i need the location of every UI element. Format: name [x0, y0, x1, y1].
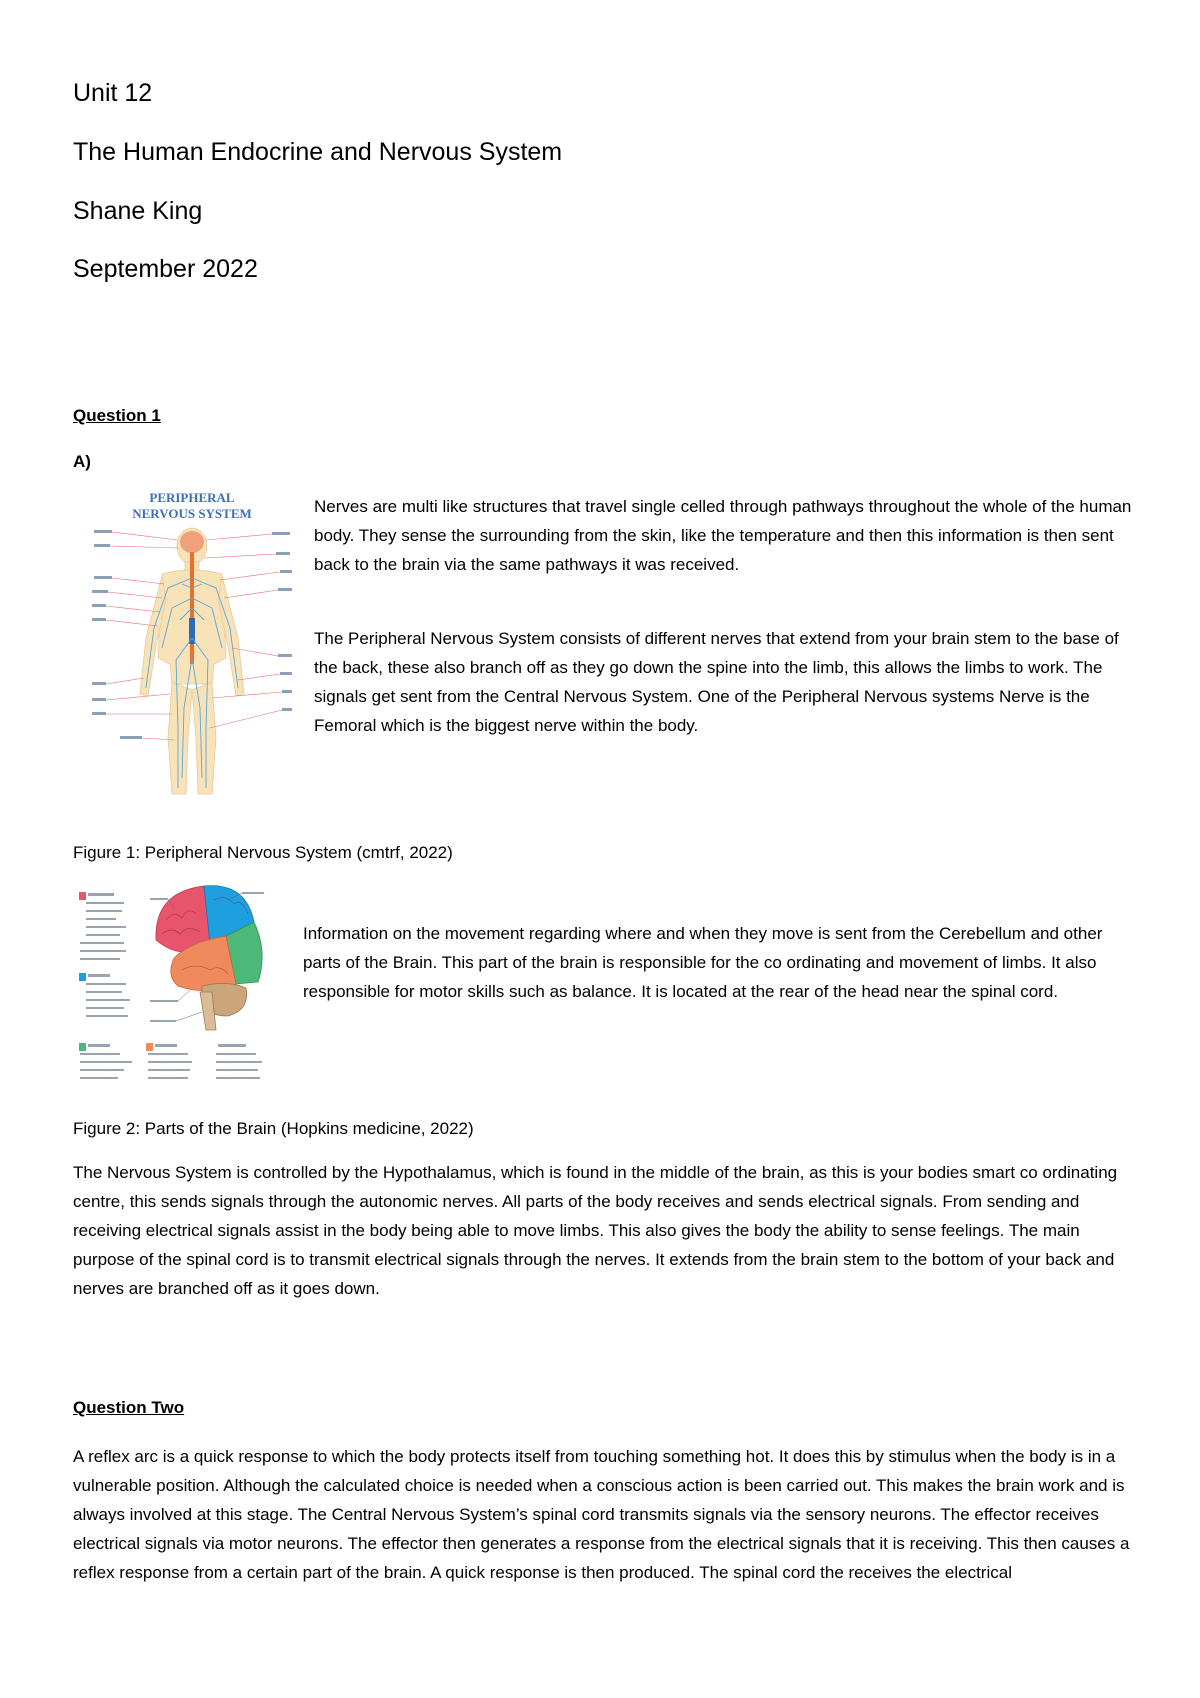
figure-2-caption: Figure 2: Parts of the Brain (Hopkins medicine, 2022)	[73, 1119, 474, 1138]
question-1-paragraph-1: Nerves are multi like structures that travel single celled through pathways throughout the whole of the human body. They sense the surrounding from the skin, like the temperature and then this information is then sent back to the brain via the same pathways it was received.	[314, 497, 1132, 574]
peripheral-nervous-system-figure	[92, 488, 292, 806]
question-1-paragraph-4: The Nervous System is controlled by the Hypothalamus, which is found in the middle of the brain, as this is your bodies smart co ordinating centre, this sends signals through the autonomic nerves. All parts of the body receives and sends electrical signals. From sending and receiving electrical signals assist in the body being able to move limbs. This also gives the body the ability to sense feelings. The main purpose of the spinal cord is to transmit electrical signals through the nerves. It extends from the brain stem to the bottom of your back and nerves are branched off as it goes down.	[73, 1163, 1118, 1298]
brain-diagram	[78, 880, 292, 1098]
question-1-paragraph-2: The Peripheral Nervous System consists of different nerves that extend from your brain stem to the base of the back, these also branch off as they go down the spine into the limb, this allows the limbs to work. The signals get sent from the Central Nervous System. One of the Peripheral Nervous systems Nerve is the Femoral which is the biggest nerve within the body.	[314, 629, 1119, 735]
question-1-paragraph-3: Information on the movement regarding where and when they move is sent from the Cerebellum and other parts of the Brain. This part of the brain is responsible for the co ordinating and movement of limbs. It also responsible for motor skills such as balance. It is located at the rear of the head near the spinal cord.	[303, 924, 1103, 1001]
figure-1-heading-text: PERIPHERAL	[149, 490, 235, 505]
document-title: The Human Endocrine and Nervous System	[73, 138, 563, 166]
question-1-heading: Question 1	[73, 406, 161, 425]
occipital-lobe-legend-swatch	[79, 1043, 86, 1051]
author-name: Shane King	[73, 197, 203, 225]
figure-1-caption: Figure 1: Peripheral Nervous System (cmtrf, 2022)	[73, 843, 453, 862]
lumbar-region-icon	[189, 618, 195, 644]
nervous-system-illustration	[92, 488, 292, 806]
frontal-lobe-legend-swatch	[79, 892, 86, 900]
figure-1-heading-text-2: NERVOUS SYSTEM	[132, 506, 252, 521]
document-date: September 2022	[73, 255, 258, 283]
temporal-lobe-legend-swatch	[146, 1043, 153, 1051]
question-1-part-a: A)	[73, 452, 91, 471]
question-2-heading: Question Two	[73, 1398, 185, 1417]
brain-icon	[180, 531, 204, 553]
parietal-lobe-legend-swatch	[79, 973, 86, 981]
unit-title: Unit 12	[73, 79, 153, 107]
parts-of-brain-figure	[78, 880, 292, 1098]
question-2-paragraph-1: A reflex arc is a quick response to which the body protects itself from touching something hot. It does this by stimulus when the body is in a vulnerable position. Although the calculated choice is needed when a conscious action is been carried out. This makes the brain work and is always involved at this stage. The Central Nervous System’s spinal cord transmits signals via the sensory neurons. The effector receives electrical signals via motor neurons. The effector then generates a response from the electrical signals that it is receiving. This then causes a reflex response from a certain part of the brain. A quick response is then produced. The spinal cord the receives the electrical	[73, 1447, 1130, 1582]
